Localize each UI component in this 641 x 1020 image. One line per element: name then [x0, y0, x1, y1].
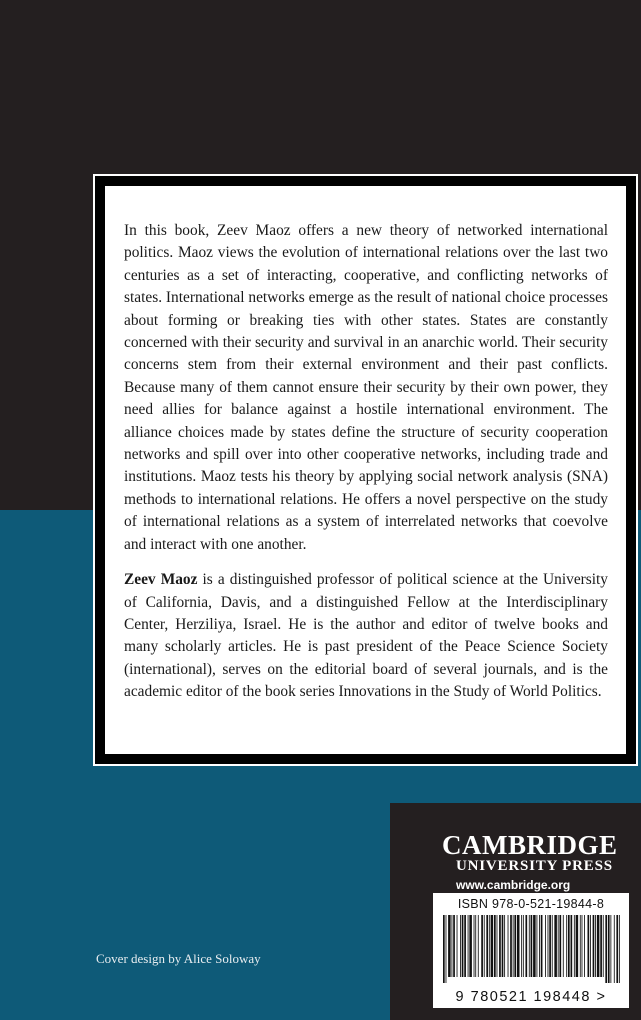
barcode-bar — [595, 915, 596, 977]
barcode-bar — [510, 915, 512, 977]
blurb-panel — [105, 186, 626, 754]
barcode-bar — [531, 915, 533, 977]
barcode-bar — [588, 915, 590, 977]
barcode-bar — [469, 915, 472, 977]
isbn-label: ISBN 978-0-521-19844-8 — [457, 897, 605, 911]
barcode-bar — [508, 915, 509, 977]
barcode-bar — [614, 915, 615, 983]
barcode-bar — [580, 915, 581, 977]
barcode-bar — [571, 915, 573, 977]
barcode-bar — [545, 915, 546, 977]
barcode-bar — [486, 915, 488, 977]
barcode-bar — [481, 915, 483, 977]
barcode-bar — [554, 915, 557, 977]
barcode-bar — [443, 915, 445, 983]
barcode-bar — [523, 915, 524, 977]
barcode-bar — [504, 915, 505, 977]
barcode-bar — [491, 915, 494, 977]
barcode-bar — [610, 915, 611, 983]
barcode-bar — [619, 915, 620, 983]
barcode-bar — [605, 915, 607, 983]
barcode-bar — [590, 915, 591, 977]
barcode-bar — [464, 915, 466, 977]
barcode-bar — [616, 915, 618, 983]
barcode-bar — [529, 915, 530, 977]
barcode-bar — [478, 915, 479, 977]
barcode-bar — [462, 915, 464, 977]
barcode-bar — [563, 915, 564, 977]
barcode-bar — [497, 915, 498, 977]
author-bio-paragraph — [124, 569, 608, 703]
barcode-bar — [533, 915, 536, 977]
barcode-number: 9 780521 198448 > — [455, 989, 607, 1005]
barcode-bar — [541, 915, 543, 977]
barcode-bar — [559, 915, 561, 977]
barcode-bar — [603, 915, 604, 977]
barcode-bar — [452, 915, 453, 977]
barcode-bar — [457, 915, 458, 977]
barcode-bar — [474, 915, 475, 977]
barcode-bar — [517, 915, 520, 977]
barcode-bar — [566, 915, 567, 977]
barcode-bar — [552, 915, 553, 977]
barcode — [433, 893, 629, 1008]
barcode-bar — [597, 915, 600, 977]
barcode-bar — [582, 915, 583, 977]
author-bio: is a distinguished professor of political science at the University of California, Davis, and a distinguished Fellow at the Interdisciplinary Center, Herziliya, Israel. He is the author and editor of twelve books and many scholarly articles. He is past president of the Peace Science Society (international), serves on the editorial board of several journals, and is the academic editor of the book series Innovations in the Study of World Politics. — [124, 571, 609, 701]
barcode-bar — [521, 915, 522, 977]
barcode-bar — [446, 915, 447, 983]
publisher-press: UNIVERSITY PRESS — [456, 858, 613, 874]
author-name: Zeev Maoz — [124, 571, 198, 589]
cover-design-credit: Cover design by Alice Soloway — [96, 951, 261, 966]
barcode-bar — [468, 915, 469, 977]
publisher-name: CAMBRIDGE — [442, 830, 618, 860]
barcode-bar — [608, 915, 610, 983]
barcode-bar — [484, 915, 485, 977]
blurb-frame — [93, 174, 638, 766]
barcode-bar — [494, 915, 496, 977]
barcode-bar — [513, 915, 514, 977]
barcode-bar — [593, 915, 595, 977]
barcode-bar — [460, 915, 461, 977]
barcode-bar — [574, 915, 575, 977]
barcode-bar — [539, 915, 540, 977]
barcode-bar — [600, 915, 602, 977]
barcode-bar — [489, 915, 490, 977]
barcode-bar — [525, 915, 527, 977]
barcode-bar — [548, 915, 549, 977]
barcode-bar — [514, 915, 516, 977]
barcode-bars — [441, 915, 621, 983]
publisher-block — [390, 803, 641, 1020]
publisher-website: www.cambridge.org — [456, 878, 571, 892]
book-description: In this book, Zeev Maoz offers a new theory of networked international politics. Maoz views the evolution of international relations over the last two centuries as a set of interacting, cooperative, and conflicting networks of states. International networks emerge as the result of national choice processes about forming or breaking ties with other states. States are constantly concerned with their security and survival in an anarchic world. Their security concerns stem from their external environment and their past conflicts. Because many of them cannot ensure their security by their own power, they need allies for balance against a hostile international environment. The alliance choices made by states define the structure of security cooperation networks and spill over into other cooperative networks, including trade and institutions. Maoz tests his theory by applying social network analysis (SNA) methods to international relations. He offers a novel perspective on the study of international relations as a system of interrelated networks that coevolve and interact with one another. — [124, 222, 608, 553]
barcode-bar — [558, 915, 559, 977]
barcode-bar — [453, 915, 455, 977]
barcode-bar — [499, 915, 501, 977]
barcode-bar — [448, 915, 451, 977]
barcode-bar — [568, 915, 570, 977]
barcode-bar — [584, 915, 585, 977]
barcode-bar — [502, 915, 504, 977]
barcode-bar — [537, 915, 538, 977]
barcode-bar — [549, 915, 551, 977]
barcode-bar — [576, 915, 579, 977]
barcode-bar — [475, 915, 476, 977]
